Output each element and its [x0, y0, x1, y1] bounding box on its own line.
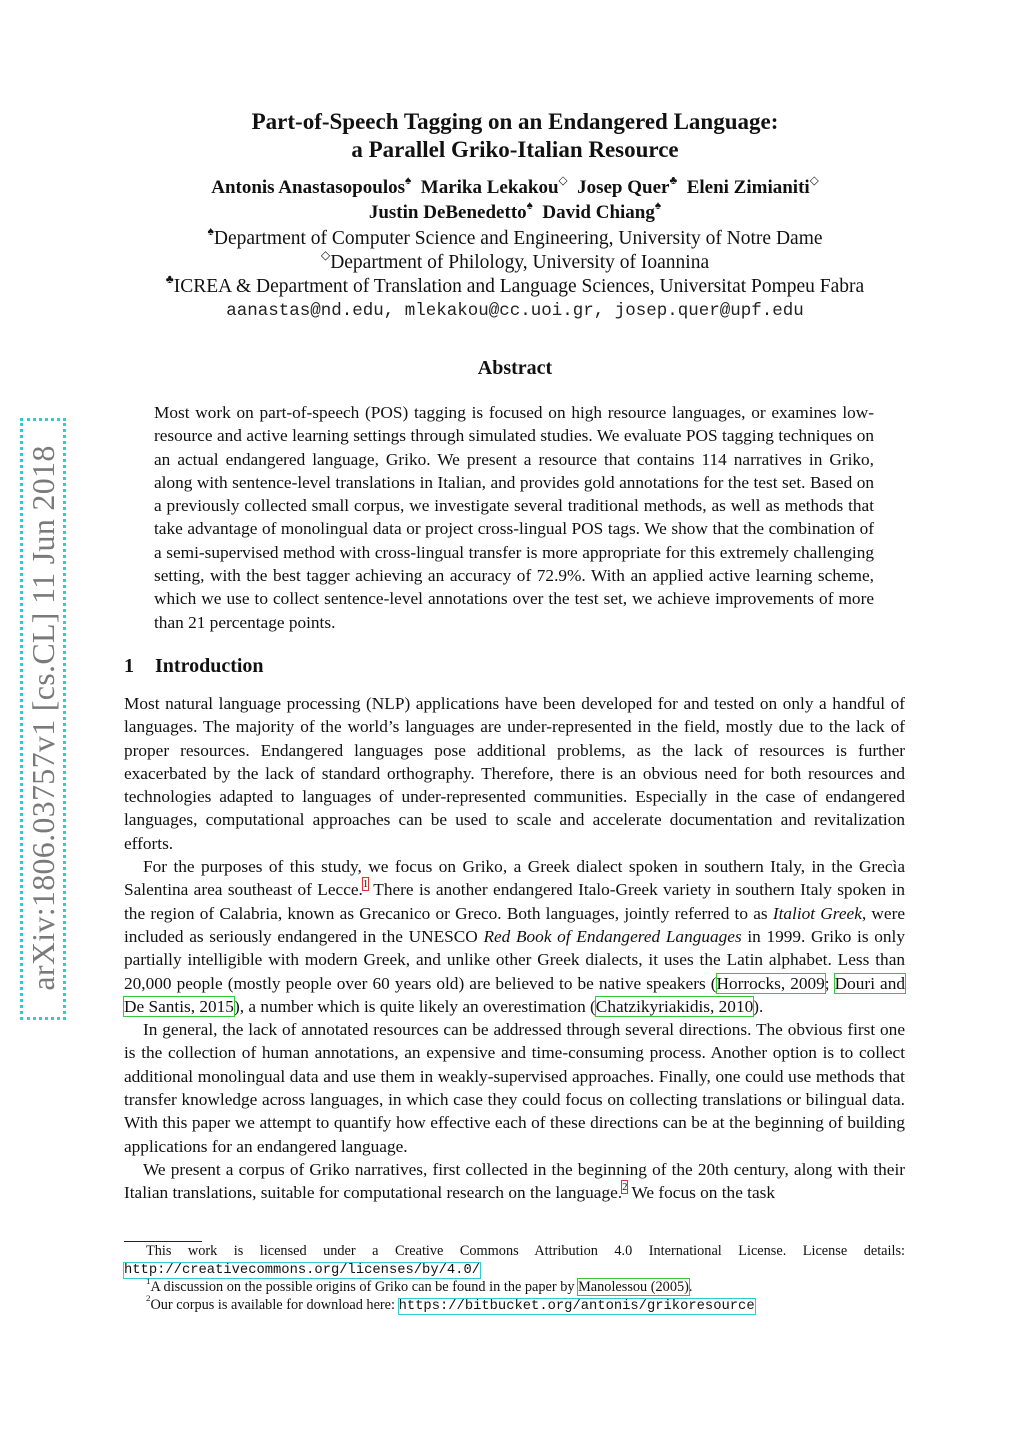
citation-link[interactable]: Douri and De Santis, 2015	[124, 973, 906, 1016]
license-url-link[interactable]: http://creativecommons.org/licenses/by/4.0/	[124, 1262, 481, 1278]
author-emails: aanastas@nd.edu, mlekakou@cc.uoi.gr, josep.quer@upf.edu	[226, 301, 804, 321]
title-line-2: a Parallel Griko-Italian Resource	[351, 137, 679, 162]
corpus-url-link[interactable]: https://bitbucket.org/antonis/grikoresource	[398, 1298, 755, 1314]
abstract-text: Most work on part-of-speech (POS) tagging is focused on high resource languages, or examines low-resource and active learning settings through simulated studies. We evaluate POS tagging techniques on an actual endangered language, Griko. We present a resource that contains 114 narratives in Griko, along with sentence-level translations in Italian, and provides gold annotations for the test set. Based on a previously collected small corpus, we investigate several traditional methods, as well as methods that take advantage of monolingual data or project cross-lingual POS tags. We show that the combination of a semi-supervised method with cross-lingual transfer is more appropriate for this extremely challenging setting, with the best tagger achieving an accuracy of 72.9%. With an applied active learning scheme, which we use to collect sentence-level annotations over the test set, we achieve improvements of more than 21 percentage points.	[154, 403, 874, 632]
spade-icon: ♠	[405, 173, 412, 187]
paragraph: In general, the lack of annotated resources can be addressed through several directions. The obvious first one is the collection of human annotations, an expensive and time-consuming process. Another option is to collect additional monolingual data and use them in weakly-supervised approaches. Finally, one could use methods that transfer knowledge across languages, in which case they could focus on collecting translations or bilingual data. With this paper we attempt to quantify how effective each of these directions can be at the beginning of building applications for an endangered language.	[124, 1020, 905, 1156]
club-icon: ♣	[165, 271, 174, 286]
spade-icon: ♠	[654, 198, 662, 212]
affiliation-icrea: ♣ICREA & Department of Translation and Language Sciences, Universitat Pompeu Fabra	[165, 271, 865, 297]
spade-icon: ♠	[207, 223, 214, 238]
author-name: Marika Lekakou	[420, 177, 559, 198]
citation-link[interactable]: Chatzikyriakidis, 2010	[595, 996, 754, 1016]
footnote-ref-1[interactable]: 1	[362, 878, 369, 891]
introduction-body	[124, 692, 905, 1205]
author-line-1	[100, 175, 930, 200]
author-name: David Chiang	[542, 202, 655, 223]
title-line-1: Part-of-Speech Tagging on an Endangered Language:	[251, 109, 779, 134]
diamond-icon: ◇	[558, 173, 568, 187]
spade-icon: ♠	[526, 198, 533, 212]
citation-link[interactable]: Manolessou (2005)	[578, 1279, 689, 1295]
paragraph: We present a corpus of Griko narratives, first collected in the beginning of the 20th century, along with their Italian translations, suitable for computational research on the language.$^2$ We focus on the task	[124, 1159, 905, 1203]
abstract-heading: Abstract	[477, 357, 553, 379]
affiliation-notre-dame: ♠Department of Computer Science and Engineering, University of Notre Dame	[207, 223, 823, 249]
section-number: 1	[124, 655, 134, 677]
citation-link[interactable]: Horrocks, 2009	[716, 973, 825, 993]
section-heading	[124, 655, 264, 678]
author-name: Eleni Zimianiti	[686, 177, 810, 198]
section-title: Introduction	[155, 655, 264, 677]
author-name: Antonis Anastasopoulos	[211, 177, 405, 198]
paragraph: For the purposes of this study, we focus on Griko, a Greek dialect spoken in southern Italy, in the Grecìa Salentina area southeast of Lecce.$^1$ There is another endangered Italo-Greek variety in southern Italy spoken in the region of Calabria, known as Grecanico or Greco. Both languages, jointly referred to as Italiot Greek, were included as seriously endangered in the UNESCO Red Book of Endangered Languages in 1999. Griko is only partially intelligible with modern Greek, and unlike other Greek dialects, it uses the Latin alphabet. Less than 20,000 people (mostly people over 60 years old) are believed to be native speakers (Horrocks, 2009; Douri and De Santis, 2015), a number which is quite likely an overestimation (Chatzikyriakidis, 2010).	[124, 857, 906, 1016]
footnote-ref-2[interactable]: 2	[622, 1180, 628, 1193]
diamond-icon: ◇	[320, 247, 331, 262]
author-name: Justin DeBenedetto	[368, 202, 527, 223]
footnote-divider	[124, 1241, 202, 1242]
footnote-1: $^1$A discussion on the possible origins of Griko can be found in the paper by Manolessou (2005).	[146, 1275, 693, 1295]
club-icon: ♣	[669, 173, 678, 187]
license-note: This work is licensed under a Creative Commons Attribution 4.0 International License. License details: http://creativecommons.org/licenses/by/4.0/	[124, 1243, 905, 1278]
affiliations	[100, 223, 930, 299]
paragraph: Most natural language processing (NLP) applications have been developed for and tested on only a handful of languages. The majority of the world’s languages are under-represented in the field, mostly due to the lack of proper resources. Endangered languages pose additional problems, as the lack of resources is further exacerbated by the lack of standard orthography. Therefore, there is an obvious need for both resources and technologies adapted to languages of under-represented communities. Especially in the case of endangered languages, computational approaches can be used to scale and accelerate documentation and revitalization efforts.	[124, 694, 905, 853]
affiliation-ioannina: ◇Department of Philology, University of Ioannina	[320, 247, 710, 273]
footnote-2: $^2$Our corpus is available for download here: https://bitbucket.org/antonis/grikoresource	[146, 1293, 755, 1314]
author-name: Josep Quer	[577, 177, 670, 198]
footnotes	[124, 1243, 905, 1315]
diamond-icon: ◇	[809, 173, 819, 187]
author-list	[100, 175, 930, 225]
author-line-2	[100, 200, 930, 225]
arxiv-identifier[interactable]: arXiv:1806.03757v1 [cs.CL] 11 Jun 2018	[25, 445, 61, 991]
paper-title	[100, 108, 930, 164]
